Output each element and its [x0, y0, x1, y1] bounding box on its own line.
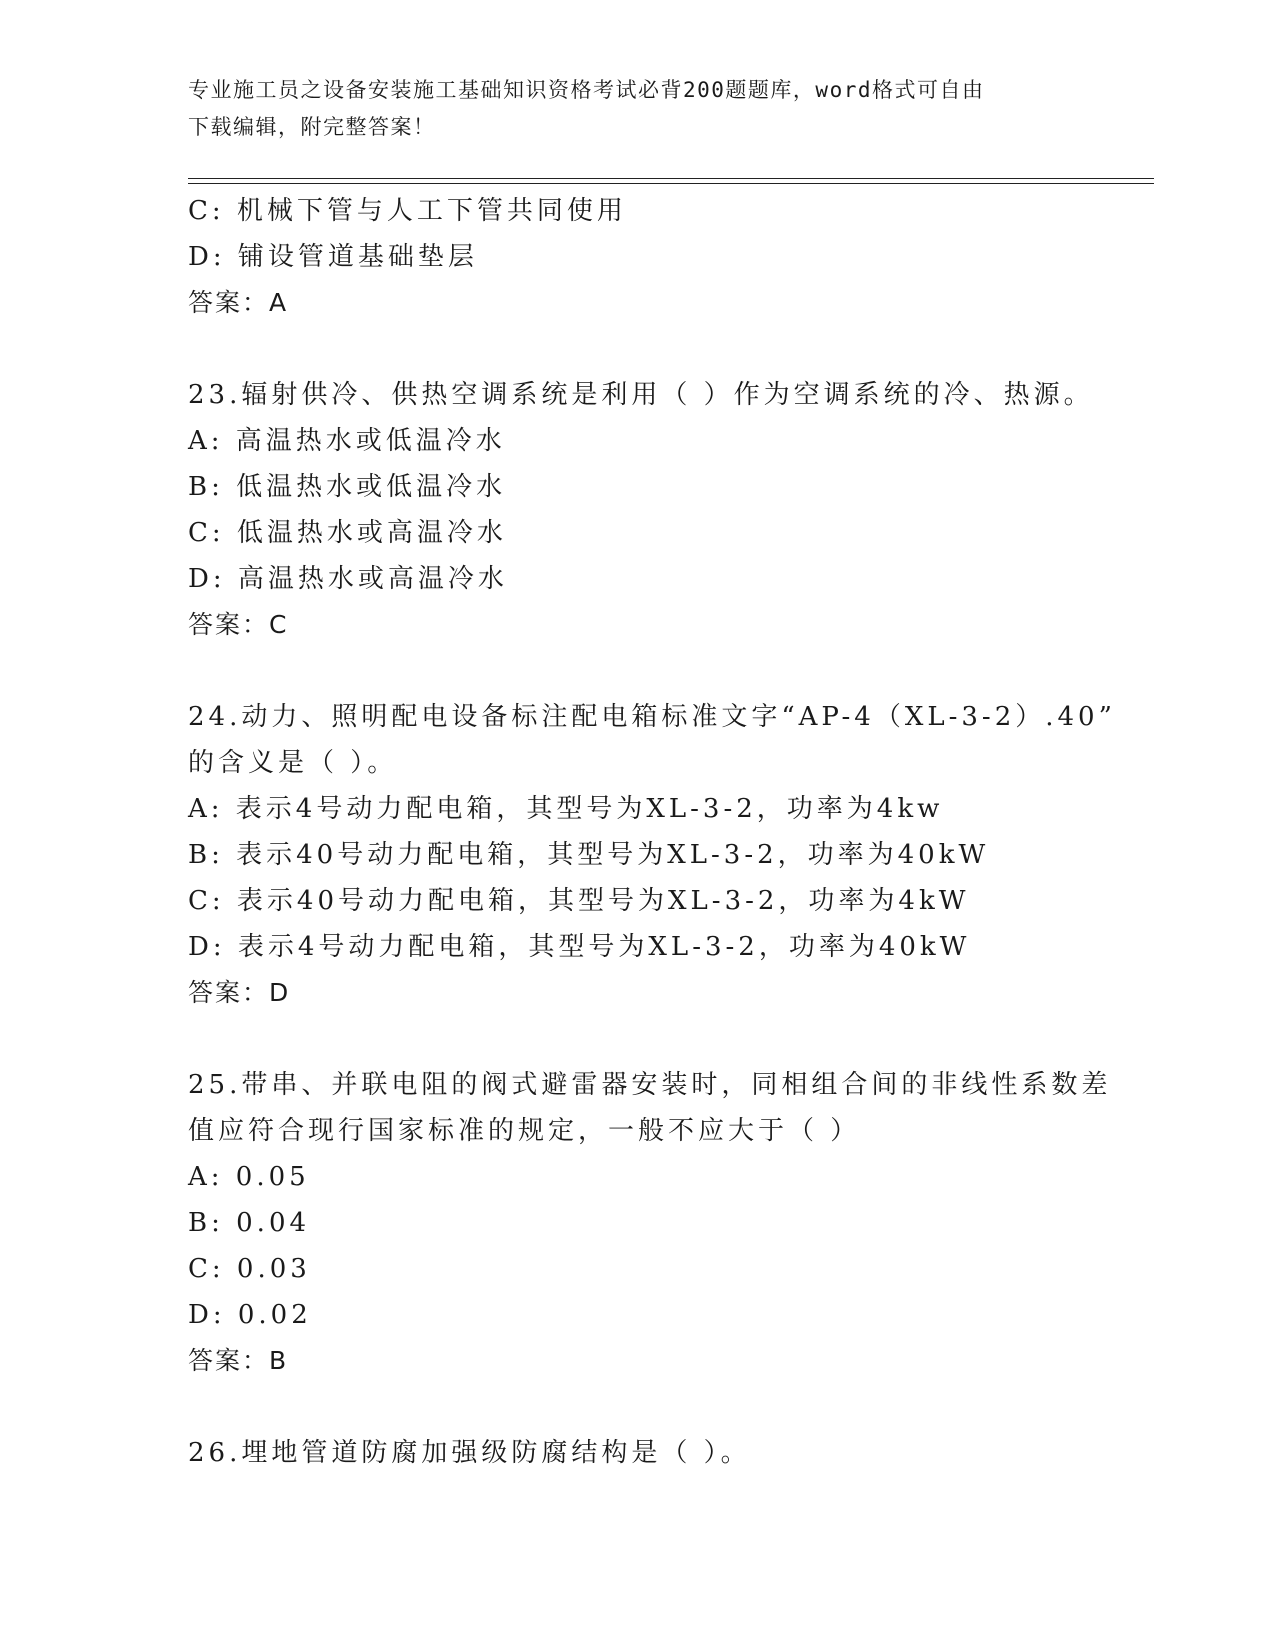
header-divider-top [188, 178, 1154, 179]
option-a: A: 表示4号动力配电箱，其型号为XL-3-2，功率为4kw [188, 794, 944, 824]
option-d: D: 铺设管道基础垫层 [188, 242, 478, 272]
header-divider-bottom [188, 183, 1154, 184]
answer: 答案：B [188, 1346, 289, 1375]
question-stem [188, 1430, 1088, 1476]
header-line-1: 专业施工员之设备安装施工基础知识资格考试必背200题题库，word格式可自由 [188, 78, 985, 102]
stem-line: 值应符合现行国家标准的规定，一般不应大于（ ） [188, 1116, 861, 1146]
answer: 答案：A [188, 288, 289, 317]
stem-line: 26.埋地管道防腐加强级防腐结构是（ ）。 [188, 1438, 751, 1468]
option-c: C: 机械下管与人工下管共同使用 [188, 196, 627, 226]
question-26 [188, 1430, 1088, 1476]
option-a: A: 0.05 [188, 1162, 310, 1192]
option-b: B: 0.04 [188, 1208, 311, 1238]
stem-line: 24.动力、照明配电设备标注配电箱标准文字“AP-4（XL-3-2）.40” [188, 702, 1116, 732]
option-c: C: 0.03 [188, 1254, 311, 1284]
option-b: B: 表示40号动力配电箱，其型号为XL-3-2，功率为40kW [188, 840, 990, 870]
document-header [188, 72, 1088, 146]
option-d: D: 0.02 [188, 1300, 312, 1330]
question-24 [188, 694, 1116, 1016]
answer: 答案：D [188, 978, 291, 1007]
question-25 [188, 1062, 1112, 1384]
answer: 答案：C [188, 610, 289, 639]
question-23 [188, 372, 1094, 648]
question-stem [188, 694, 1116, 786]
question-stem [188, 372, 1094, 418]
option-c: C: 表示40号动力配电箱，其型号为XL-3-2，功率为4kW [188, 886, 970, 916]
option-d: D: 表示4号动力配电箱，其型号为XL-3-2，功率为40kW [188, 932, 971, 962]
document-body [188, 188, 1116, 1476]
option-a: A: 高温热水或低温冷水 [188, 426, 506, 456]
option-d: D: 高温热水或高温冷水 [188, 564, 508, 594]
question-stem [188, 1062, 1112, 1154]
option-b: B: 低温热水或低温冷水 [188, 472, 507, 502]
stem-line: 25.带串、并联电阻的阀式避雷器安装时，同相组合间的非线性系数差 [188, 1070, 1112, 1100]
continued-question [188, 188, 1088, 326]
stem-line: 的含义是（ ）。 [188, 748, 398, 778]
option-c: C: 低温热水或高温冷水 [188, 518, 507, 548]
header-line-2: 下载编辑，附完整答案！ [188, 115, 436, 139]
stem-line: 23.辐射供冷、供热空调系统是利用（ ）作为空调系统的冷、热源。 [188, 380, 1094, 410]
